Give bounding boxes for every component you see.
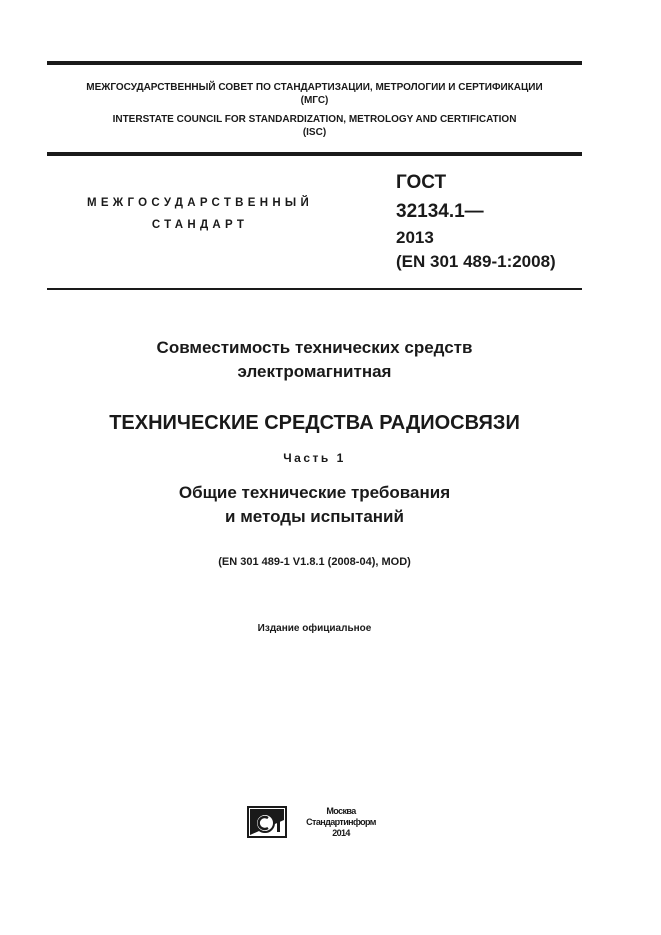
council-name-ru: МЕЖГОСУДАРСТВЕННЫЙ СОВЕТ ПО СТАНДАРТИЗАЦИИ, МЕТРОЛОГИИ И СЕРТИФИКАЦИИ (МГС) xyxy=(86,82,543,106)
part-number: Часть 1 xyxy=(283,451,346,465)
standard-type-label: МЕЖГОСУДАРСТВЕННЫЙ СТАНДАРТ xyxy=(86,197,314,231)
document-title: Совместимость технических средств электромагнитная xyxy=(156,338,473,381)
edition-label: Издание официальное xyxy=(257,623,372,634)
en-reference: (EN 301 489-1 V1.8.1 (2008-04), MOD) xyxy=(218,556,411,568)
header-bottom-rule xyxy=(47,152,582,156)
publisher-info: Москва Стандартинформ 2014 xyxy=(306,806,376,838)
document-main-title: ТЕХНИЧЕСКИЕ СРЕДСТВА РАДИОСВЯЗИ xyxy=(109,412,520,434)
top-rule xyxy=(47,61,582,65)
standartinform-logo-icon xyxy=(247,806,287,838)
document-subtitle: Общие технические требования и методы испытаний xyxy=(178,483,451,526)
council-name-en: INTERSTATE COUNCIL FOR STANDARDIZATION, METROLOGY AND CERTIFICATION (ISC) xyxy=(112,114,517,138)
standard-designation: ГОСТ 32134.1— 2013 (EN 301 489-1:2008) xyxy=(396,172,556,271)
designation-rule xyxy=(47,288,582,290)
